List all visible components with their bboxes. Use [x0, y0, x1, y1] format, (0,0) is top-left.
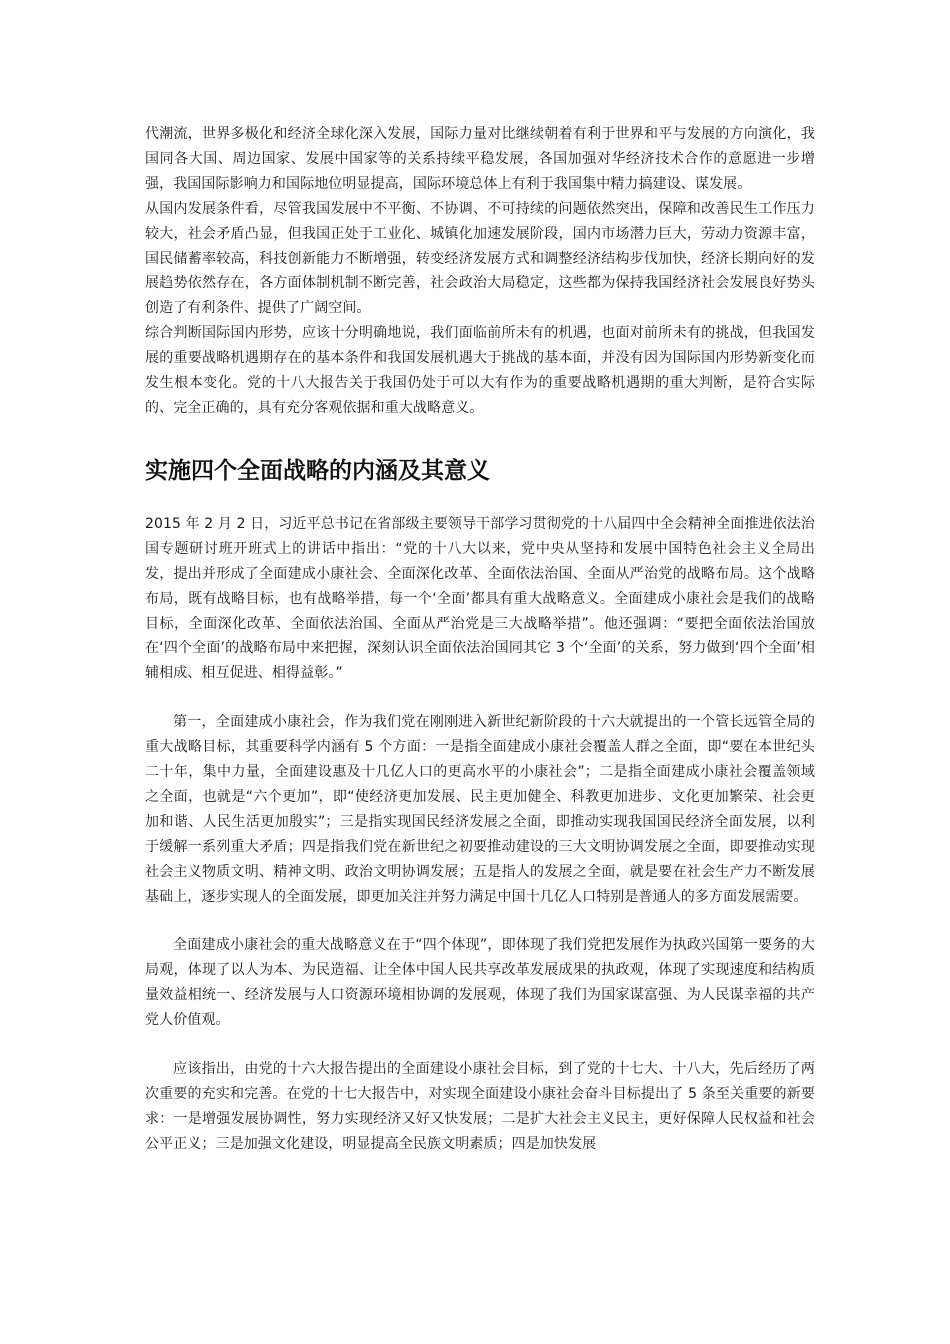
- paragraph-speech-quote: 2015 年 2 月 2 日，习近平总书记在省部级主要领导干部学习贯彻党的十八届四中全会精神全面推进依法治国专题研讨班开班式上的讲话中指出：“党的十八大以来，党中央从坚持和发展中国特色社会主义全局出发，提出并形成了全面建成小康社会、全面深化改革、全面依法治国、全面从严治党的战略布局。这个战略布局，既有战略目标，也有战略举措，每一个‘全面’都具有重大战略意义。全面建成小康社会是我们的战略目标，全面深化改革、全面依法治国、全面从严治党是三大战略举措”。他还强调：“要把全面依法治国放在‘四个全面’的战略布局中来把握，深刻认识全面依法治国同其它 3 个‘全面’的关系，努力做到‘四个全面’相辅相成、相互促进、相得益彰。”: [145, 515, 815, 682]
- paragraph-evolution-of-goal: 应该指出，由党的十六大报告提出的全面建设小康社会目标，到了党的十七大、十八大，先后经历了两次重要的充实和完善。在党的十七大报告中，对实现全面建设小康社会奋斗目标提出了 5 条至关重要的新要求：一是增强发展协调性，努力实现经济又好又快发展；二是扩大社会主义民主，更好保障人民权益和社会公平正义；三是加强文化建设，明显提高全民族文明素质；四是加快发展: [145, 1061, 815, 1152]
- paragraph-domestic-conditions: 从国内发展条件看，尽管我国发展中不平衡、不协调、不可持续的问题依然突出，保障和改善民生工作压力较大，社会矛盾凸显，但我国正处于工业化、城镇化加速发展阶段，国内市场潜力巨大，劳动力资源丰富，国民储蓄率较高，科技创新能力不断增强，转变经济发展方式和调整经济结构步伐加快，经济长期向好的发展趋势依然存在，各方面体制机制不断完善，社会政治大局稳定，这些都为保持我国经济社会发展良好势头创造了有利条件、提供了广阔空间。: [145, 200, 815, 317]
- paragraph-overall-judgment: 综合判断国际国内形势，应该十分明确地说，我们面临前所未有的机遇，也面对前所未有的挑战，但我国发展的重要战略机遇期存在的基本条件和我国发展机遇大于挑战的基本面，并没有因为国际国内形势新变化而发生根本变化。党的十八大报告关于我国仍处于可以大有作为的重要战略机遇期的重大判断，是符合实际的、完全正确的，具有充分客观依据和重大战略意义。: [145, 325, 815, 416]
- paragraph-international-environment: 代潮流，世界多极化和经济全球化深入发展，国际力量对比继续朝着有利于世界和平与发展的方向演化，我国同各大国、周边国家、发展中国家等的关系持续平稳发展，各国加强对华经济技术合作的意愿进一步增强，我国国际影响力和国际地位明显提高，国际环境总体上有利于我国集中精力搞建设、谋发展。: [145, 126, 815, 192]
- paragraph-strategic-significance: 全面建成小康社会的重大战略意义在于“四个体现”，即体现了我们党把发展作为执政兴国第一要务的大局观，体现了以人为本、为民造福、让全体中国人民共享改革发展成果的执政观，体现了实现速度和结构质量效益相统一、经济发展与人口资源环境相协调的发展观，体现了我们为国家谋富强、为人民谋幸福的共产党人价值观。: [145, 937, 815, 1029]
- paragraph-first-point: 第一，全面建成小康社会，作为我们党在刚刚进入新世纪新阶段的十六大就提出的一个管长远管全局的重大战略目标，其重要科学内涵有 5 个方面：一是指全面建成小康社会覆盖人群之全面，即“要在本世纪头二十年，集中力量，全面建设惠及十几亿人口的更高水平的小康社会”；二是指全面建成小康社会覆盖领域之全面，也就是“六个更加”，即“使经济更加发展、民主更加健全、科教更加进步、文化更加繁荣、社会更加和谐、人民生活更加殷实”；三是指实现国民经济发展之全面，即推动实现我国国民经济全面发展，以利于缓解一系列重大矛盾；四是指我们党在新世纪之初要推动建设的三大文明协调发展之全面，即要推动实现社会主义物质文明、精神文明、政治文明协调发展；五是指人的发展之全面，就是要在社会生产力不断发展基础上，逐步实现人的全面发展，即更加关注并努力满足中国十几亿人口特别是普通人的多方面发展需要。: [145, 714, 815, 905]
- section-heading: 实施四个全面战略的内涵及其意义: [145, 457, 490, 484]
- document-page: [145, 122, 815, 1157]
